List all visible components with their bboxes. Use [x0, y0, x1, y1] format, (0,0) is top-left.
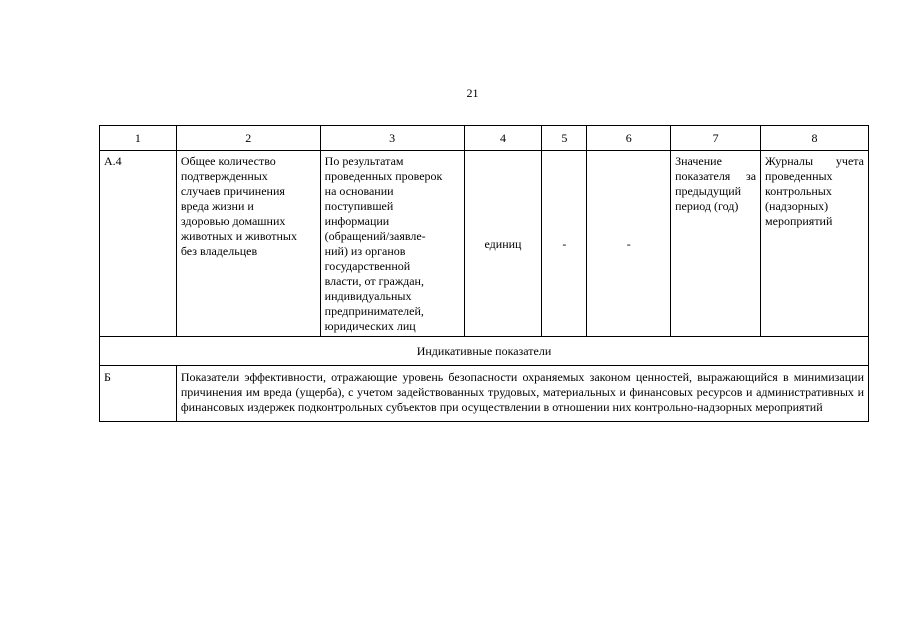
- header-cell-3: 3: [320, 126, 464, 151]
- row-code: Б: [100, 366, 177, 422]
- indicator-line: вреда жизни и: [180, 199, 254, 213]
- indicator-line: без владельцев: [180, 244, 258, 258]
- header-cell-7: 7: [671, 126, 761, 151]
- source-line: предпринимателей,: [324, 304, 424, 318]
- row-code: А.4: [100, 151, 177, 337]
- indicator-line: здоровью домашних: [180, 214, 286, 228]
- indicator-line: Общее количество: [180, 154, 276, 168]
- table-header-row: [100, 126, 869, 151]
- header-cell-8: 8: [761, 126, 869, 151]
- table-row-a4: [100, 151, 869, 337]
- unit-cell: единиц: [464, 151, 542, 337]
- data-source-cell: [320, 151, 464, 337]
- indicator-line: животных и животных: [180, 229, 297, 243]
- col6-cell: -: [587, 151, 671, 337]
- source-line: информации: [324, 214, 390, 228]
- source-line: (обращений/заявле-: [324, 229, 426, 243]
- col5-cell: -: [542, 151, 587, 337]
- source-line: По результатам: [324, 154, 404, 168]
- indicators-table: [99, 125, 869, 422]
- source-line: государственной: [324, 259, 411, 273]
- section-row: [100, 337, 869, 366]
- header-cell-5: 5: [542, 126, 587, 151]
- value-cell: Значение показателя за предыдущий период (год): [671, 151, 761, 337]
- efficiency-description: Показатели эффективности, отражающие уровень безопасности охраняемых законом ценностей, выражающийся в минимизации причинения им вреда (ущерба), с учетом задействованных трудовых, материальных и финансовых ресурсов и административных и финансовых издержек подконтрольных субъектов при осуществлении в отношении них контрольно-надзорных мероприятий: [176, 366, 868, 422]
- record-cell: Журналы учета проведенных контрольных (надзорных) мероприятий: [761, 151, 869, 337]
- indicator-name-cell: [176, 151, 320, 337]
- source-line: власти, от граждан,: [324, 274, 424, 288]
- header-cell-6: 6: [587, 126, 671, 151]
- section-title: Индикативные показатели: [100, 337, 869, 366]
- indicator-line: подтвержденных: [180, 169, 268, 183]
- table-row-b: [100, 366, 869, 422]
- source-line: проведенных проверок: [324, 169, 443, 183]
- source-line: юридических лиц: [324, 319, 416, 333]
- header-cell-2: 2: [176, 126, 320, 151]
- indicator-line: случаев причинения: [180, 184, 285, 198]
- source-line: ний) из органов: [324, 244, 406, 258]
- source-line: поступившей: [324, 199, 394, 213]
- header-cell-1: 1: [100, 126, 177, 151]
- source-line: индивидуальных: [324, 289, 412, 303]
- header-cell-4: 4: [464, 126, 542, 151]
- page-number: 21: [466, 86, 479, 100]
- source-line: на основании: [324, 184, 394, 198]
